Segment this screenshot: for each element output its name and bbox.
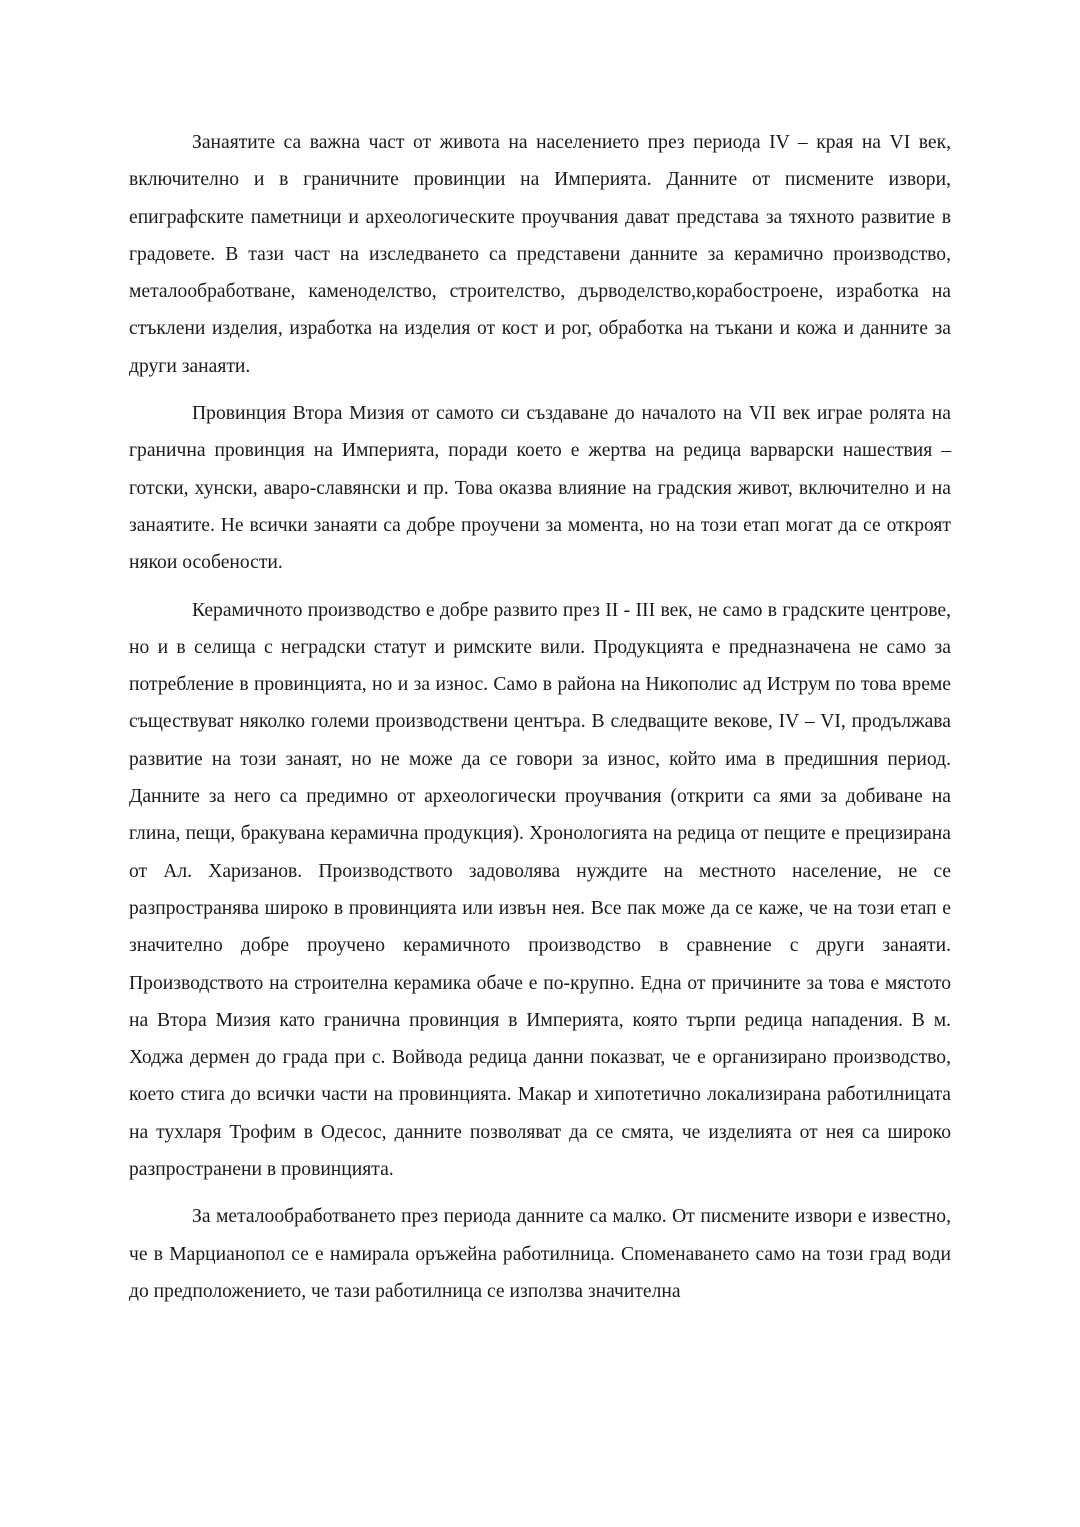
paragraph-crafts-intro: Занаятите са важна част от живота на населението през периода IV – края на VI век, включително и в граничните провинции на Империята. Данните от писмените извори, епиграфските паметници и археологическите проучвания дават представа за тяхното развитие в градовете. В тази част на изследването са представени данните за керамично производство, металообработване, каменоделство, строителство, дърводелство,корабостроене, изработка на стъклени изделия, изработка на изделия от кост и рог, обработка на тъкани и кожа и данните за други занаяти. <box>129 132 951 377</box>
paragraph-ceramic-production: Керамичното производство е добре развито през II - III век, не само в градските центрове, но и в селища с неградски статут и римските вили. Продукцията е предназначена не само за потребление в провинцията, но и за износ. Само в района на Никополис ад Иструм по това време съществуват няколко големи производствени центъра. В следващите векове, IV – VI, продължава развитие на този занаят, но не може да се говори за износ, който има в предишния период. Данните за него са предимно от археологически проучвания (открити са ями за добиване на глина, пещи, бракувана керамична продукция). Хронологията на редица от пещите е прецизирана от Ал. Харизанов. Производството задоволява нуждите на местното население, не се разпространява широко в провинцията или извън нея. Все пак може да се каже, че на този етап е значително добре проучено керамичното производство в сравнение с други занаяти. Производството на строителна керамика обаче е по-крупно. Една от причините за това е мястото на Втора Мизия като гранична провинция в Империята, която търпи редица нападения. В м. Ходжа дермен до града при с. Войвода редица данни показват, че е организирано производство, което стига до всички части на провинцията. Макар и хипотетично локализирана работилницата на тухларя Трофим в Одесос, данните позволяват да се смята, че изделията от нея са широко разпространени в провинцията. <box>129 599 951 1181</box>
paragraph-metalworking: За металообработването през периода данните са малко. От писмените извори е известно, че в Марцианопол се е намирала оръжейна работилница. Споменаването само на този град води до предположението, че тази работилница се използва значителна <box>129 1206 951 1302</box>
document-body <box>129 124 951 1320</box>
paragraph-moesia-secunda: Провинция Втора Мизия от самото си създаване до началото на VII век играе ролята на гранична провинция на Империята, поради което е жертва на редица варварски нашествия – готски, хунски, аваро-славянски и пр. Това оказва влияние на градския живот, включително и на занаятите. Не всички занаяти са добре проучени за момента, но на този етап могат да се откроят някои особености. <box>129 403 951 574</box>
